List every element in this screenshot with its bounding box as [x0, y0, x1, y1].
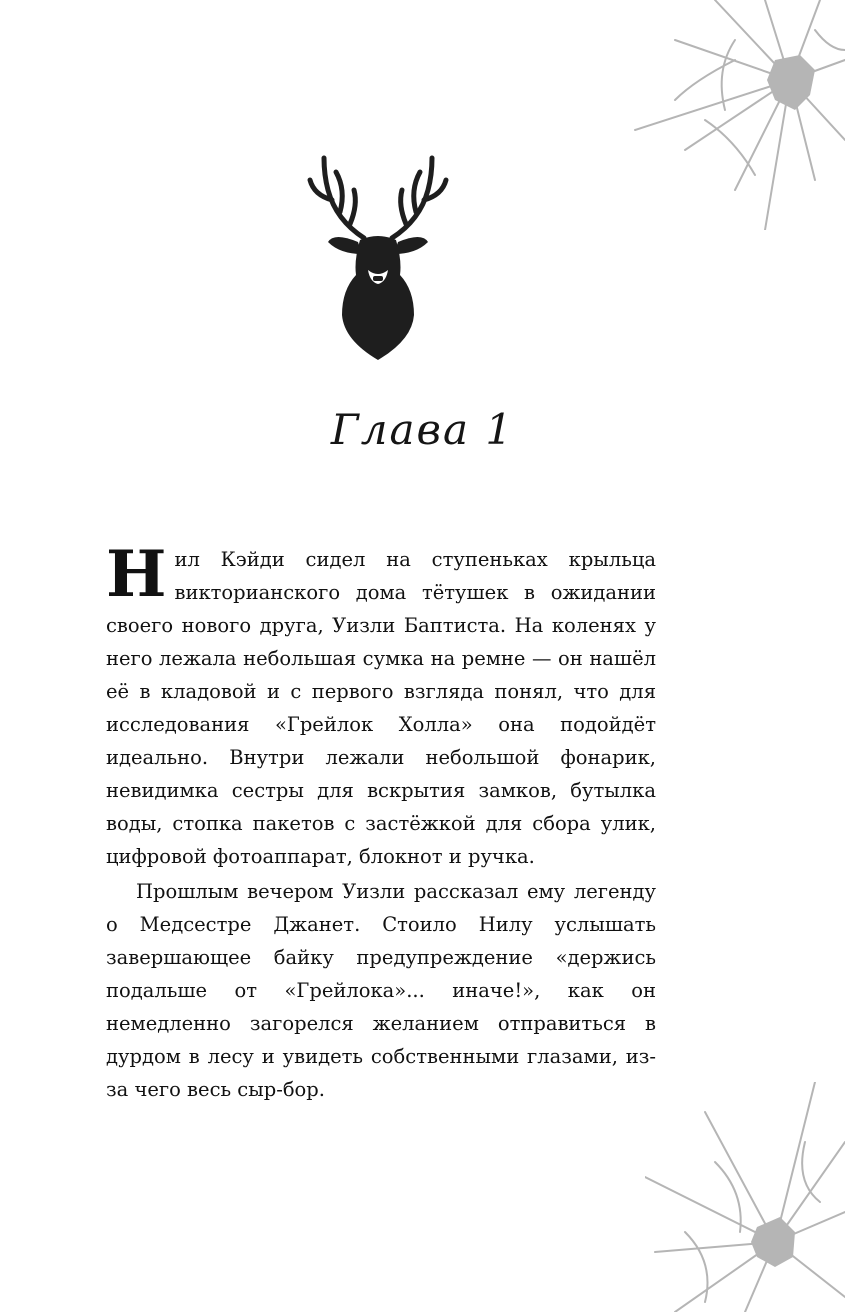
paragraph-1 — [106, 537, 656, 873]
cracked-glass-bottom-icon — [645, 1082, 845, 1312]
cracked-glass-top-icon — [615, 0, 845, 230]
deer-head-icon — [306, 150, 450, 362]
drop-cap: Н — [106, 537, 167, 612]
chapter-body — [106, 537, 656, 1106]
paragraph-1-text: ил Кэйди сидел на ступеньках крыльца викторианского дома тётушек в ожидании своего нового друга, Уизли Баптиста. На коленях у него лежала небольшая сумка на ремне — он нашёл её в кладовой и с первого взгляда понял, что для исследования «Грейлок Холла» она подойдёт идеально. Внутри лежали небольшой фонарик, невидимка сестры для вскрытия замков, бутылка воды, стопка пакетов с застёжкой для сбора улик, цифровой фотоаппарат, блокнот и ручка. — [106, 548, 656, 868]
chapter-title: Глава 1 — [330, 405, 515, 454]
paragraph-2: Прошлым вечером Уизли рассказал ему легенду о Медсестре Джанет. Стоило Нилу услышать завершающее байку предупреждение «держись подальше от «Грейлока»... иначе!», как он немедленно загорелся желанием отправиться в дурдом в лесу и увидеть собственными глазами, из-за чего весь сыр-бор. — [106, 880, 656, 1101]
